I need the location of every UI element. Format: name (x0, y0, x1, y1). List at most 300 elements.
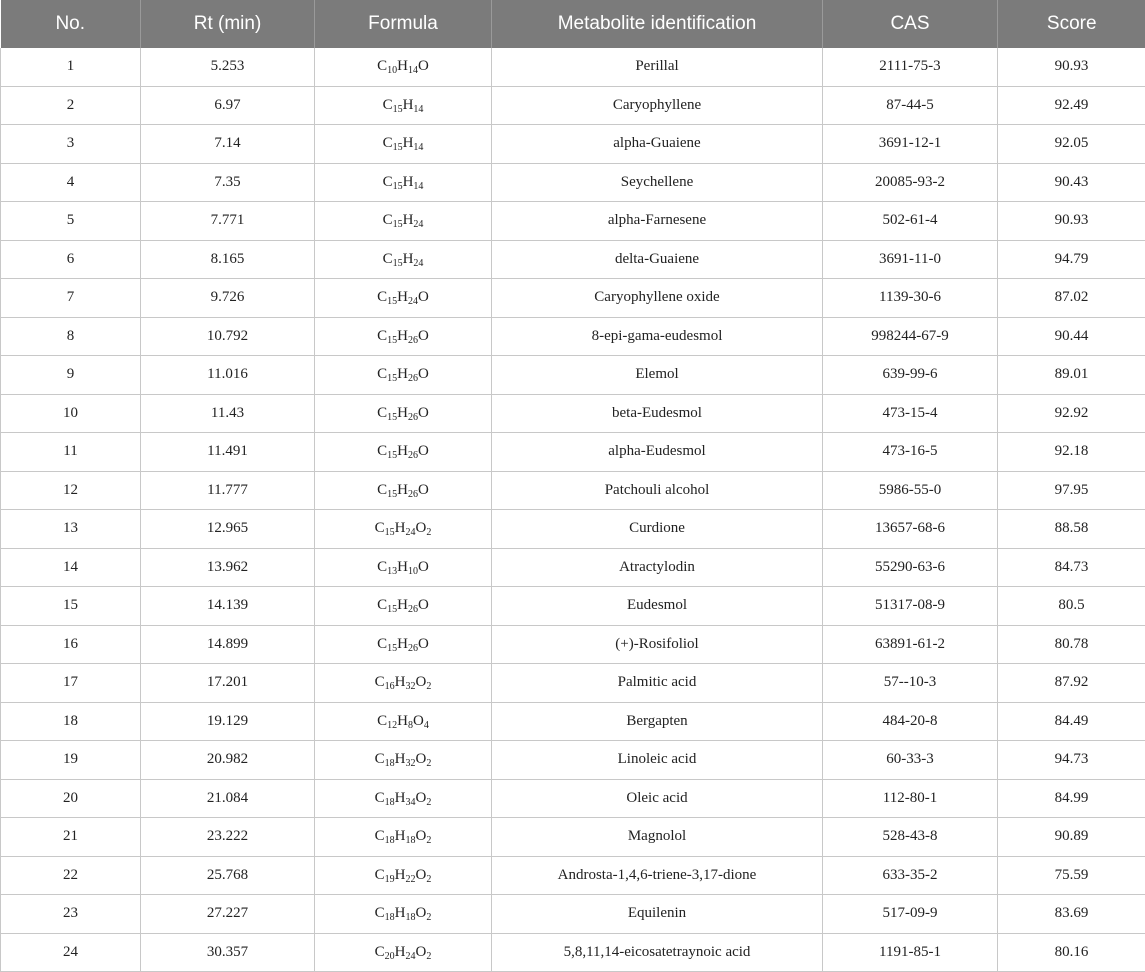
formula-subscript: 15 (387, 642, 398, 654)
cell-formula (315, 856, 492, 895)
formula-element: O (418, 443, 429, 460)
formula-element: C (377, 558, 388, 575)
cell-cas: 112-80-1 (823, 779, 998, 818)
cell-rt: 10.792 (141, 317, 315, 356)
formula-element: O (415, 866, 427, 883)
cell-rt: 5.253 (141, 48, 315, 86)
cell-score: 94.73 (998, 741, 1145, 780)
cell-rt: 27.227 (141, 895, 315, 934)
formula-subscript: 18 (405, 835, 416, 847)
cell-metabolite: (+)-Rosifoliol (492, 625, 823, 664)
cell-formula (315, 779, 492, 818)
cell-formula (315, 125, 492, 164)
cell-formula (315, 664, 492, 703)
table-row (1, 548, 1145, 587)
cell-cas: 63891-61-2 (823, 625, 998, 664)
formula-subscript: 16 (384, 681, 395, 693)
formula-subscript: 15 (387, 450, 398, 462)
cell-formula (315, 317, 492, 356)
cell-formula (315, 202, 492, 241)
formula-element: O (418, 635, 429, 652)
formula-subscript: 18 (384, 835, 395, 847)
table-row (1, 356, 1145, 395)
cell-no: 9 (1, 356, 141, 395)
cell-cas: 51317-08-9 (823, 587, 998, 626)
cell-metabolite: beta-Eudesmol (492, 394, 823, 433)
cell-formula (315, 48, 492, 86)
formula-element: H (394, 905, 406, 922)
table-row (1, 86, 1145, 125)
cell-no: 21 (1, 818, 141, 857)
cell-rt: 11.016 (141, 356, 315, 395)
cell-no: 11 (1, 433, 141, 472)
formula-subscript: 4 (423, 719, 429, 731)
table-header (1, 0, 1145, 48)
cell-rt: 7.14 (141, 125, 315, 164)
formula-subscript: 14 (413, 103, 424, 115)
formula-subscript: 2 (426, 950, 432, 962)
cell-score: 84.49 (998, 702, 1145, 741)
formula-element: C (382, 212, 393, 229)
cell-no: 8 (1, 317, 141, 356)
cell-metabolite: alpha-Guaiene (492, 125, 823, 164)
formula-subscript: 2 (426, 527, 432, 539)
cell-cas: 528-43-8 (823, 818, 998, 857)
formula-subscript: 15 (387, 373, 398, 385)
formula-subscript: 14 (408, 65, 418, 77)
cell-no: 24 (1, 933, 141, 972)
formula-element: C (377, 635, 388, 652)
table-row (1, 48, 1145, 86)
table-row (1, 433, 1145, 472)
cell-metabolite: Elemol (492, 356, 823, 395)
formula-subscript: 15 (384, 527, 395, 539)
cell-rt: 12.965 (141, 510, 315, 549)
formula-element: C (374, 943, 385, 960)
formula-element: H (397, 404, 408, 421)
cell-score: 92.18 (998, 433, 1145, 472)
header-row (1, 0, 1145, 48)
formula-element: C (377, 404, 388, 421)
formula-subscript: 14 (413, 180, 424, 192)
formula-subscript: 15 (392, 257, 403, 269)
table-row (1, 471, 1145, 510)
formula-element: O (415, 751, 427, 768)
cell-metabolite: Magnolol (492, 818, 823, 857)
cell-rt: 19.129 (141, 702, 315, 741)
formula-element: C (377, 443, 388, 460)
cell-metabolite: Patchouli alcohol (492, 471, 823, 510)
formula-element: C (374, 751, 385, 768)
cell-no: 1 (1, 48, 141, 86)
formula-subscript: 26 (408, 450, 418, 462)
cell-formula (315, 702, 492, 741)
cell-formula (315, 587, 492, 626)
formula-element: C (377, 481, 388, 498)
table-row (1, 163, 1145, 202)
formula-element: H (402, 173, 414, 190)
cell-formula (315, 895, 492, 934)
formula-subscript: 24 (405, 950, 416, 962)
formula-subscript: 18 (384, 796, 395, 808)
table-row (1, 818, 1145, 857)
formula-element: C (377, 58, 388, 75)
cell-score: 87.02 (998, 279, 1145, 318)
formula-element: H (397, 327, 408, 344)
formula-element: O (418, 289, 429, 306)
formula-element: C (374, 828, 385, 845)
formula-element: C (377, 289, 388, 306)
formula-element: O (415, 905, 427, 922)
formula-subscript: 12 (387, 719, 398, 731)
cell-metabolite: Eudesmol (492, 587, 823, 626)
formula-subscript: 26 (408, 411, 418, 423)
cell-cas: 2111-75-3 (823, 48, 998, 86)
cell-formula (315, 433, 492, 472)
formula-element: C (377, 712, 388, 729)
cell-cas: 502-61-4 (823, 202, 998, 241)
cell-cas: 55290-63-6 (823, 548, 998, 587)
table-row (1, 779, 1145, 818)
formula-subscript: 2 (426, 796, 432, 808)
cell-metabolite: Equilenin (492, 895, 823, 934)
header-metabolite: Metabolite identification (492, 0, 823, 48)
cell-rt: 25.768 (141, 856, 315, 895)
cell-formula (315, 356, 492, 395)
cell-formula (315, 279, 492, 318)
cell-no: 4 (1, 163, 141, 202)
formula-element: H (394, 520, 406, 537)
cell-no: 22 (1, 856, 141, 895)
formula-element: O (418, 58, 429, 75)
cell-rt: 11.43 (141, 394, 315, 433)
cell-cas: 13657-68-6 (823, 510, 998, 549)
formula-element: O (418, 366, 429, 383)
formula-subscript: 2 (426, 681, 432, 693)
cell-metabolite: Caryophyllene oxide (492, 279, 823, 318)
cell-formula (315, 394, 492, 433)
formula-subscript: 13 (387, 565, 398, 577)
cell-rt: 13.962 (141, 548, 315, 587)
cell-score: 80.5 (998, 587, 1145, 626)
cell-formula (315, 471, 492, 510)
formula-subscript: 15 (392, 103, 403, 115)
cell-metabolite: 8-epi-gama-eudesmol (492, 317, 823, 356)
formula-subscript: 24 (413, 219, 424, 231)
header-rt: Rt (min) (141, 0, 315, 48)
cell-score: 92.05 (998, 125, 1145, 164)
cell-cas: 998244-67-9 (823, 317, 998, 356)
formula-element: O (415, 828, 427, 845)
formula-element: H (397, 481, 408, 498)
cell-rt: 11.491 (141, 433, 315, 472)
formula-element: H (397, 58, 408, 75)
table-row (1, 587, 1145, 626)
formula-element: H (402, 250, 414, 267)
cell-score: 90.43 (998, 163, 1145, 202)
formula-element: H (397, 558, 408, 575)
formula-element: O (418, 558, 429, 575)
cell-rt: 30.357 (141, 933, 315, 972)
formula-element: C (377, 327, 388, 344)
formula-subscript: 18 (384, 758, 395, 770)
formula-subscript: 24 (413, 257, 424, 269)
cell-no: 16 (1, 625, 141, 664)
cell-score: 92.92 (998, 394, 1145, 433)
formula-element: H (397, 597, 408, 614)
cell-metabolite: alpha-Farnesene (492, 202, 823, 241)
formula-subscript: 10 (408, 565, 418, 577)
cell-no: 14 (1, 548, 141, 587)
formula-subscript: 26 (408, 373, 418, 385)
cell-metabolite: delta-Guaiene (492, 240, 823, 279)
formula-subscript: 8 (408, 719, 413, 731)
formula-element: O (413, 712, 424, 729)
cell-no: 2 (1, 86, 141, 125)
cell-rt: 6.97 (141, 86, 315, 125)
table-row (1, 510, 1145, 549)
formula-element: O (415, 789, 427, 806)
table-row (1, 895, 1145, 934)
cell-score: 80.78 (998, 625, 1145, 664)
formula-element: H (394, 751, 406, 768)
formula-subscript: 2 (426, 912, 432, 924)
cell-no: 12 (1, 471, 141, 510)
formula-subscript: 26 (408, 642, 418, 654)
formula-subscript: 34 (405, 796, 416, 808)
cell-rt: 21.084 (141, 779, 315, 818)
formula-subscript: 32 (405, 681, 416, 693)
formula-subscript: 22 (405, 873, 416, 885)
cell-metabolite: Bergapten (492, 702, 823, 741)
formula-element: H (394, 828, 406, 845)
cell-score: 84.73 (998, 548, 1145, 587)
formula-element: H (402, 135, 414, 152)
cell-formula (315, 510, 492, 549)
formula-element: O (415, 520, 427, 537)
cell-rt: 23.222 (141, 818, 315, 857)
cell-rt: 8.165 (141, 240, 315, 279)
formula-subscript: 2 (426, 758, 432, 770)
cell-score: 84.99 (998, 779, 1145, 818)
formula-element: C (374, 789, 385, 806)
header-cas: CAS (823, 0, 998, 48)
formula-element: O (418, 327, 429, 344)
formula-subscript: 15 (392, 180, 403, 192)
formula-element: H (394, 866, 406, 883)
cell-formula (315, 818, 492, 857)
cell-no: 17 (1, 664, 141, 703)
cell-score: 94.79 (998, 240, 1145, 279)
cell-score: 90.44 (998, 317, 1145, 356)
formula-element: O (418, 404, 429, 421)
formula-subscript: 14 (413, 142, 424, 154)
table-row (1, 933, 1145, 972)
formula-element: H (402, 96, 414, 113)
cell-formula (315, 240, 492, 279)
cell-score: 83.69 (998, 895, 1145, 934)
formula-element: C (374, 866, 385, 883)
cell-metabolite: Atractylodin (492, 548, 823, 587)
cell-score: 90.93 (998, 48, 1145, 86)
formula-element: H (397, 443, 408, 460)
cell-score: 97.95 (998, 471, 1145, 510)
cell-metabolite: Oleic acid (492, 779, 823, 818)
cell-metabolite: alpha-Eudesmol (492, 433, 823, 472)
header-score: Score (998, 0, 1145, 48)
formula-subscript: 26 (408, 604, 418, 616)
formula-element: C (374, 905, 385, 922)
cell-no: 10 (1, 394, 141, 433)
cell-no: 19 (1, 741, 141, 780)
cell-cas: 517-09-9 (823, 895, 998, 934)
table-row (1, 125, 1145, 164)
cell-metabolite: 5,8,11,14-eicosatetraynoic acid (492, 933, 823, 972)
formula-subscript: 24 (405, 527, 416, 539)
cell-metabolite: Curdione (492, 510, 823, 549)
cell-score: 75.59 (998, 856, 1145, 895)
cell-no: 20 (1, 779, 141, 818)
header-formula: Formula (315, 0, 492, 48)
cell-score: 87.92 (998, 664, 1145, 703)
table-body (1, 48, 1145, 972)
formula-element: C (374, 674, 385, 691)
formula-subscript: 15 (392, 219, 403, 231)
cell-cas: 633-35-2 (823, 856, 998, 895)
table-row (1, 702, 1145, 741)
formula-subscript: 19 (384, 873, 395, 885)
formula-subscript: 15 (387, 296, 398, 308)
cell-formula (315, 741, 492, 780)
cell-rt: 11.777 (141, 471, 315, 510)
cell-score: 88.58 (998, 510, 1145, 549)
cell-formula (315, 163, 492, 202)
table-row (1, 741, 1145, 780)
formula-subscript: 24 (408, 296, 418, 308)
formula-element: C (374, 520, 385, 537)
cell-metabolite: Perillal (492, 48, 823, 86)
cell-cas: 1139-30-6 (823, 279, 998, 318)
formula-element: H (397, 635, 408, 652)
header-no: No. (1, 0, 141, 48)
cell-score: 90.93 (998, 202, 1145, 241)
cell-score: 92.49 (998, 86, 1145, 125)
cell-score: 80.16 (998, 933, 1145, 972)
cell-no: 13 (1, 510, 141, 549)
cell-rt: 7.771 (141, 202, 315, 241)
formula-element: C (382, 250, 393, 267)
formula-element: O (415, 943, 427, 960)
formula-element: H (397, 289, 408, 306)
formula-element: H (394, 674, 406, 691)
cell-no: 15 (1, 587, 141, 626)
formula-element: O (418, 481, 429, 498)
table-row (1, 317, 1145, 356)
cell-cas: 484-20-8 (823, 702, 998, 741)
cell-no: 18 (1, 702, 141, 741)
cell-cas: 1191-85-1 (823, 933, 998, 972)
cell-formula (315, 86, 492, 125)
cell-cas: 5986-55-0 (823, 471, 998, 510)
cell-cas: 473-16-5 (823, 433, 998, 472)
cell-rt: 20.982 (141, 741, 315, 780)
cell-formula (315, 625, 492, 664)
formula-element: C (382, 96, 393, 113)
cell-rt: 14.899 (141, 625, 315, 664)
formula-element: H (394, 789, 406, 806)
formula-subscript: 32 (405, 758, 416, 770)
cell-formula (315, 548, 492, 587)
cell-no: 7 (1, 279, 141, 318)
cell-rt: 14.139 (141, 587, 315, 626)
cell-cas: 87-44-5 (823, 86, 998, 125)
formula-subscript: 15 (392, 142, 403, 154)
formula-subscript: 20 (384, 950, 395, 962)
formula-element: H (394, 943, 406, 960)
cell-score: 90.89 (998, 818, 1145, 857)
cell-no: 23 (1, 895, 141, 934)
formula-element: H (402, 212, 414, 229)
cell-metabolite: Palmitic acid (492, 664, 823, 703)
table-row (1, 664, 1145, 703)
formula-subscript: 10 (387, 65, 398, 77)
table-row (1, 240, 1145, 279)
formula-subscript: 26 (408, 334, 418, 346)
cell-rt: 17.201 (141, 664, 315, 703)
cell-metabolite: Androsta-1,4,6-triene-3,17-dione (492, 856, 823, 895)
cell-cas: 57--10-3 (823, 664, 998, 703)
cell-cas: 473-15-4 (823, 394, 998, 433)
formula-element: C (382, 135, 393, 152)
formula-element: C (382, 173, 393, 190)
formula-subscript: 15 (387, 334, 398, 346)
table-row (1, 202, 1145, 241)
formula-subscript: 15 (387, 604, 398, 616)
cell-metabolite: Caryophyllene (492, 86, 823, 125)
formula-subscript: 2 (426, 835, 432, 847)
formula-element: C (377, 366, 388, 383)
formula-subscript: 18 (405, 912, 416, 924)
cell-no: 3 (1, 125, 141, 164)
formula-element: O (418, 597, 429, 614)
cell-cas: 20085-93-2 (823, 163, 998, 202)
cell-score: 89.01 (998, 356, 1145, 395)
cell-metabolite: Linoleic acid (492, 741, 823, 780)
formula-subscript: 18 (384, 912, 395, 924)
formula-element: H (397, 712, 408, 729)
cell-cas: 3691-11-0 (823, 240, 998, 279)
cell-metabolite: Seychellene (492, 163, 823, 202)
cell-no: 6 (1, 240, 141, 279)
formula-subscript: 26 (408, 488, 418, 500)
formula-element: C (377, 597, 388, 614)
cell-cas: 639-99-6 (823, 356, 998, 395)
table-row (1, 625, 1145, 664)
cell-no: 5 (1, 202, 141, 241)
formula-element: O (415, 674, 427, 691)
cell-rt: 9.726 (141, 279, 315, 318)
cell-formula (315, 933, 492, 972)
table-row (1, 279, 1145, 318)
formula-subscript: 15 (387, 488, 398, 500)
cell-cas: 60-33-3 (823, 741, 998, 780)
table-row (1, 394, 1145, 433)
formula-subscript: 2 (426, 873, 432, 885)
formula-subscript: 15 (387, 411, 398, 423)
table-row (1, 856, 1145, 895)
formula-element: H (397, 366, 408, 383)
cell-cas: 3691-12-1 (823, 125, 998, 164)
